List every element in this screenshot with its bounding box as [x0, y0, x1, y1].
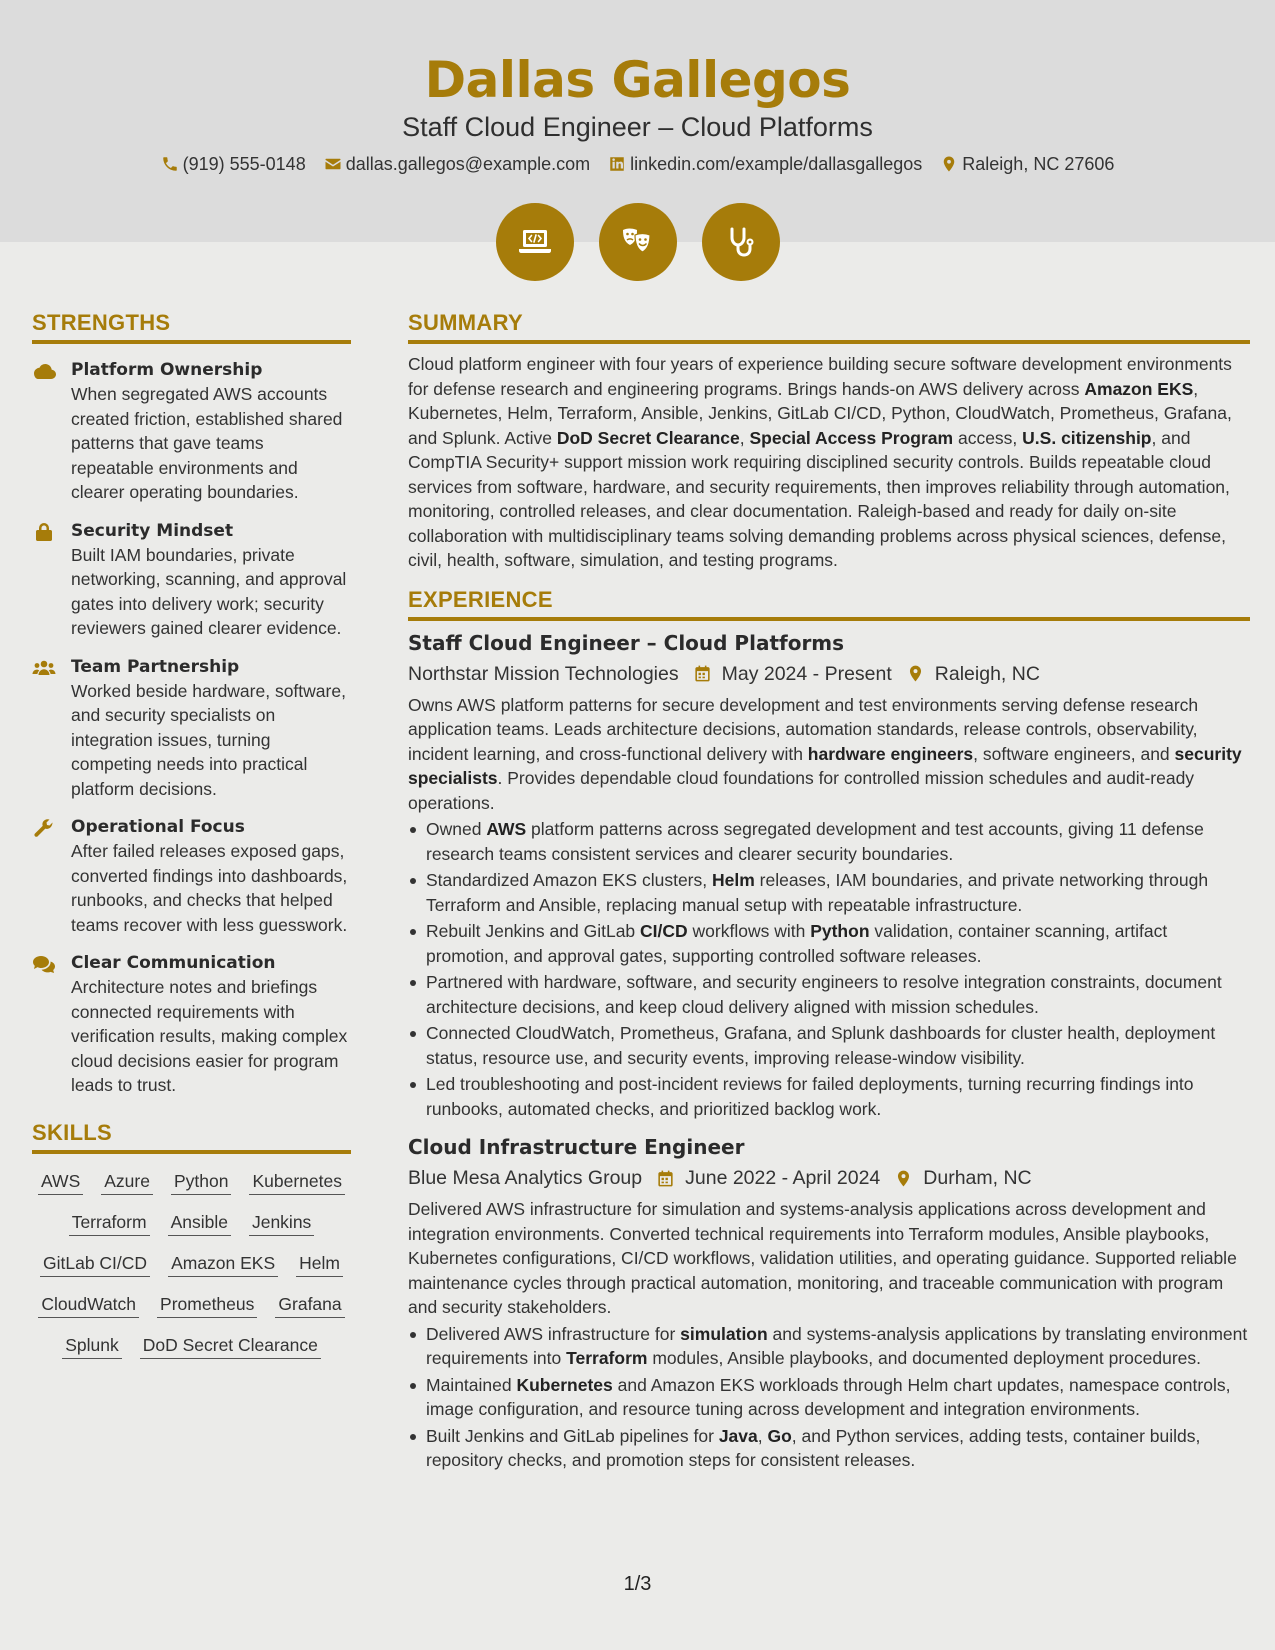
strength-head: Security Mindset	[71, 520, 234, 541]
job-location: Raleigh, NC	[934, 662, 1040, 685]
emphasis-text: Python	[810, 921, 870, 941]
skill-tag: Terraform	[69, 1209, 150, 1236]
badge-software	[496, 203, 574, 281]
interest-badges	[0, 203, 1275, 281]
strength-item	[32, 815, 351, 937]
text-run: Delivered AWS infrastructure for simulation and systems-analysis applications across development and integration environments. Converted technical requirements into Terraform modules, Ansible playbooks, Kubernetes configurations, CI/CD workflows, validation utilities, and operating guidance. Supported reliable maintenance cycles through practical automation, monitoring, and traceable communication with program and security stakeholders.	[408, 1199, 1237, 1317]
bullet-item	[408, 1322, 1250, 1371]
text-run: validation, container scanning, artifact promotion, and approval gates, supporting controlled software releases.	[426, 921, 1168, 966]
right-column	[408, 308, 1250, 1473]
bullet-item	[408, 970, 1250, 1019]
lock-icon	[32, 522, 56, 542]
strength-head: Operational Focus	[71, 817, 245, 837]
text-run: Owns AWS platform patterns for secure development and test environments serving defense research application teams. Leads architecture decisions, automation standards, release controls, observability, incident learning, and cross-functional delivery with	[408, 694, 1199, 764]
job-location: Durham, NC	[923, 1167, 1032, 1189]
text-run: , and CompTIA Security+ support mission work requiring disciplined security controls. Builds repeatable cloud services from software, hardware, and security requirements, then improves reliability through automation, monitoring, controlled releases, and clear documentation. Raleigh-based and ready for daily on-site collaboration with multidisciplinary teams solving demanding problems across physical sciences, defense, civil, health, software, simulation, and testing programs.	[408, 427, 1230, 570]
phone-text: (919) 555-0148	[182, 154, 306, 174]
job-role: Staff Cloud Engineer – Cloud Platforms	[408, 630, 845, 655]
text-run: . Provides dependable cloud foundations for controlled mission schedules and audit-ready operations.	[408, 768, 1195, 813]
emphasis-text: Go	[767, 1425, 792, 1446]
skill-tag: Jenkins	[249, 1209, 314, 1236]
contact-phone[interactable]	[161, 151, 306, 177]
bullet-item	[408, 817, 1250, 866]
job-company: Blue Mesa Analytics Group	[408, 1167, 643, 1189]
text-run: Partnered with hardware, software, and security engineers to resolve integration constraints, document architecture decisions, and keep cloud delivery aligned with mission schedules.	[426, 972, 1222, 1017]
map-pin-icon	[940, 155, 958, 173]
job-meta	[408, 1163, 1250, 1193]
bullet-item	[408, 1424, 1250, 1473]
skill-tag: AWS	[38, 1168, 83, 1195]
skills-heading: SKILLS	[32, 1118, 351, 1154]
map-pin-icon	[894, 1169, 913, 1188]
emphasis-text: Special Access Program	[749, 427, 954, 448]
strength-item	[32, 519, 351, 641]
text-run: , software engineers, and	[973, 743, 1175, 764]
skill-tag: Splunk	[62, 1332, 122, 1359]
skill-tag: Python	[171, 1168, 231, 1195]
text-run: and systems-analysis applications by translating environment requirements into	[426, 1323, 1248, 1368]
bullet-item	[408, 1072, 1250, 1121]
text-run: Cloud platform engineer with four years of experience building secure software development environments for defense research and engineering programs. Brings hands-on AWS delivery across	[408, 354, 1232, 399]
skill-tag: GitLab CI/CD	[40, 1250, 150, 1277]
bullet-item	[408, 1021, 1250, 1070]
page-number: 1/3	[623, 1573, 652, 1595]
text-run: Built Jenkins and GitLab pipelines for	[426, 1425, 719, 1446]
text-run: Delivered AWS infrastructure for	[426, 1323, 681, 1344]
users-icon	[32, 658, 56, 678]
badge-theater	[599, 203, 677, 281]
emphasis-text: Kubernetes	[516, 1374, 613, 1395]
job-dates: May 2024 - Present	[721, 662, 892, 685]
text-run: modules, Ansible playbooks, and documented deployment procedures.	[647, 1348, 1201, 1368]
text-run: Standardized Amazon EKS clusters,	[426, 870, 712, 890]
text-run: Led troubleshooting and post-incident reviews for failed deployments, turning recurring findings into runbooks, automated checks, and prioritized backlog work.	[426, 1074, 1194, 1119]
job-meta	[408, 659, 1250, 689]
candidate-title: Staff Cloud Engineer – Cloud Platforms	[402, 112, 873, 142]
wrench-icon	[32, 818, 56, 838]
strength-head: Clear Communication	[71, 953, 276, 973]
summary-heading: SUMMARY	[408, 308, 1250, 344]
job-company: Northstar Mission Technologies	[408, 662, 679, 685]
text-run: , and Python services, adding tests, container builds, repository checks, and promotion steps for consistent releases.	[426, 1425, 1201, 1470]
calendar-icon	[693, 664, 712, 683]
envelope-icon	[324, 155, 342, 173]
comments-icon	[32, 954, 56, 974]
skill-tag: Grafana	[275, 1291, 344, 1318]
emphasis-text: Helm	[711, 870, 755, 890]
emphasis-text: U.S. citizenship	[1022, 427, 1152, 448]
text-run: access,	[953, 427, 1023, 448]
text-run: and Amazon EKS workloads through Helm chart updates, namespace controls, image configuration, and resource tuning across development and integration environments.	[426, 1374, 1231, 1419]
summary-text	[408, 352, 1250, 573]
job-role: Cloud Infrastructure Engineer	[408, 1135, 745, 1159]
strength-item	[32, 951, 351, 1098]
text-run: releases, IAM boundaries, and private networking through Terraform and Ansible, replacing manual setup with repeatable infrastructure.	[426, 870, 1209, 915]
skills-list	[32, 1168, 351, 1359]
laptop-code-icon	[515, 222, 555, 262]
text-run: Owned	[426, 819, 487, 839]
email-text: dallas.gallegos@example.com	[345, 154, 591, 174]
linkedin-text: linkedin.com/example/dallasgallegos	[630, 154, 923, 174]
text-run: ,	[757, 1425, 768, 1446]
cloud-icon	[32, 361, 56, 381]
strength-body: After failed releases exposed gaps, converted findings into dashboards, runbooks, and checks that helped teams recover with less guesswork.	[71, 841, 348, 935]
job-entry	[408, 629, 1250, 1122]
strength-body: Architecture notes and briefings connected requirements with verification results, making complex cloud decisions easier for program leads to trust.	[71, 977, 348, 1095]
skill-tag: Ansible	[168, 1209, 231, 1236]
skill-tag: Helm	[296, 1250, 343, 1277]
text-run: , Kubernetes, Helm, Terraform, Ansible, Jenkins, GitLab CI/CD, Python, CloudWatch, Prometheus, Grafana, and Splunk. Active	[408, 378, 1232, 448]
strengths-heading: STRENGTHS	[32, 308, 351, 344]
bullet-item	[408, 919, 1250, 968]
emphasis-text: simulation	[680, 1323, 768, 1344]
job-bullets	[408, 817, 1250, 1121]
strength-item	[32, 358, 351, 505]
experience-heading: EXPERIENCE	[408, 585, 1250, 621]
strength-item	[32, 655, 351, 802]
bullet-item	[408, 1373, 1250, 1422]
strength-body: Worked beside hardware, software, and security specialists on integration issues, turning competing needs into practical platform decisions.	[71, 680, 346, 799]
emphasis-text: AWS	[486, 819, 527, 839]
job-description	[408, 1197, 1250, 1320]
contact-email[interactable]	[324, 151, 590, 177]
candidate-name: Dallas Gallegos	[424, 51, 851, 109]
stethoscope-icon	[721, 222, 761, 262]
contact-location	[940, 151, 1114, 177]
skill-tag: Amazon EKS	[168, 1250, 278, 1277]
text-run: Rebuilt Jenkins and GitLab	[426, 921, 641, 941]
badge-health	[702, 203, 780, 281]
location-text: Raleigh, NC 27606	[962, 154, 1115, 174]
text-run: Connected CloudWatch, Prometheus, Grafana, and Splunk dashboards for cluster health, deployment status, resource use, and security events, improving release-window visibility.	[426, 1023, 1216, 1068]
text-run: ,	[739, 427, 750, 448]
contact-linkedin[interactable]	[608, 151, 922, 177]
emphasis-text: CI/CD	[640, 921, 688, 941]
emphasis-text: DoD Secret Clearance	[556, 427, 740, 448]
theater-masks-icon	[618, 222, 658, 262]
job-description	[408, 693, 1250, 816]
skill-tag: Prometheus	[157, 1291, 257, 1318]
left-column	[32, 308, 351, 1359]
emphasis-text: security specialists	[408, 743, 1242, 788]
strength-head: Platform Ownership	[71, 360, 263, 380]
job-dates: June 2022 - April 2024	[685, 1167, 881, 1189]
text-run: workflows with	[687, 921, 811, 941]
job-entry	[408, 1133, 1250, 1473]
map-pin-icon	[906, 664, 925, 683]
strength-head: Team Partnership	[71, 656, 240, 677]
text-run: platform patterns across segregated development and test accounts, giving 11 defense research teams consistent services and clearer security boundaries.	[426, 819, 1204, 864]
text-run: Maintained	[426, 1374, 517, 1395]
skill-tag: DoD Secret Clearance	[140, 1332, 321, 1359]
skill-tag: Azure	[101, 1168, 153, 1195]
strength-body: Built IAM boundaries, private networking, scanning, and approval gates into delivery work; security reviewers gained clearer evidence.	[71, 544, 347, 638]
job-bullets	[408, 1322, 1250, 1473]
emphasis-text: Amazon EKS	[1084, 378, 1194, 399]
phone-icon	[161, 155, 179, 173]
emphasis-text: hardware engineers	[807, 743, 974, 764]
skill-tag: CloudWatch	[38, 1291, 139, 1318]
skill-tag: Kubernetes	[249, 1168, 345, 1195]
bullet-item	[408, 868, 1250, 917]
calendar-icon	[656, 1169, 675, 1188]
emphasis-text: Terraform	[566, 1348, 648, 1368]
contact-bar	[0, 151, 1275, 177]
strength-body: When segregated AWS accounts created friction, established shared patterns that gave teams repeatable environments and clearer operating boundaries.	[71, 384, 343, 502]
emphasis-text: Java	[718, 1425, 758, 1446]
linkedin-icon	[608, 155, 626, 173]
